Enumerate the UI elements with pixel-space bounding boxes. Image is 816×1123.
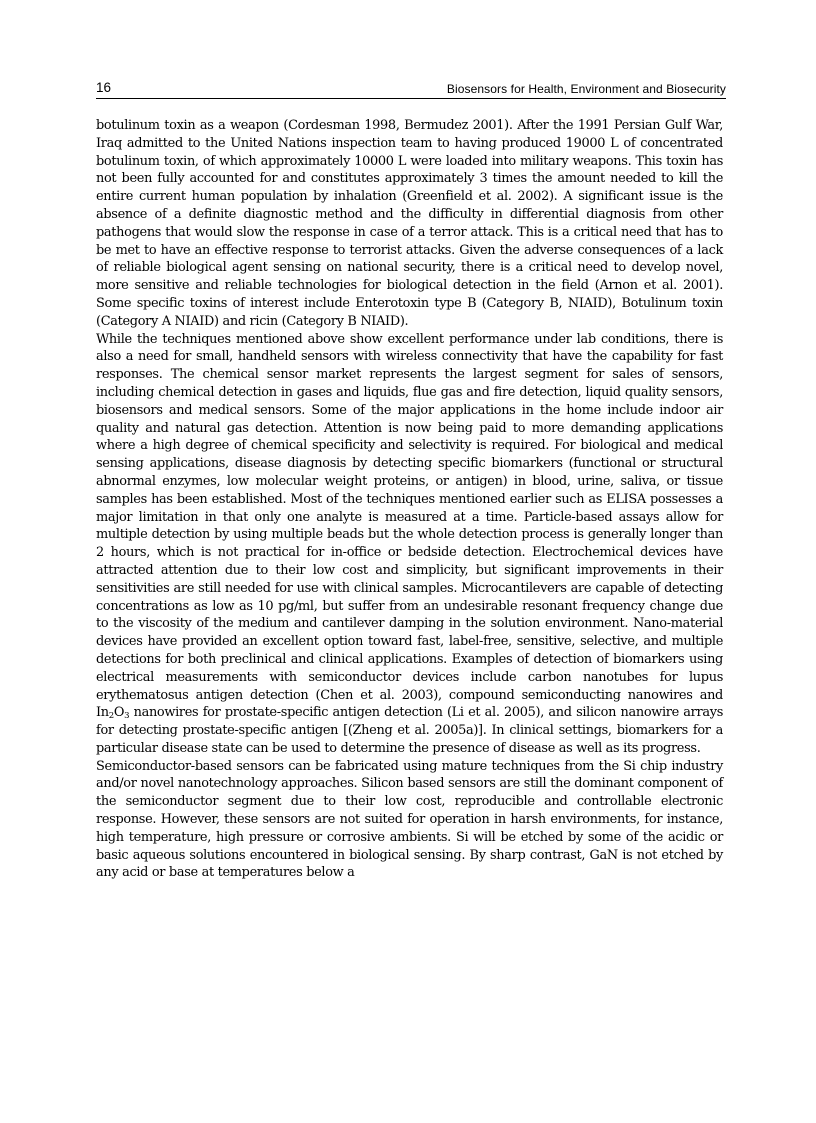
running-title: Biosensors for Health, Environment and Biosecurity: [446, 82, 726, 96]
paragraph-sensor-techniques-text-continued: nanowires for prostate-specific antigen detection (Li et al. 2005), and silicon nanowire arrays for detecting prostate-specific antigen [(Zheng et al. 2005a)]. In clinical settings, biomarkers for a particular disease state can be used to determine the presence of disease as well as its progress.: [96, 705, 723, 756]
page-number: 16: [96, 80, 112, 95]
formula-element-indium: In: [96, 705, 109, 721]
formula-element-oxygen: O: [113, 705, 125, 721]
paragraph-sensor-techniques: [96, 331, 723, 758]
page-header: [96, 80, 726, 99]
formula-indium-oxide: [96, 705, 129, 720]
paragraph-botulinum-toxin: botulinum toxin as a weapon (Cordesman 1998, Bermudez 2001). After the 1991 Persian Gulf War, Iraq admitted to the United Nations inspection team to having produced 19000 L of concentrated botulinum toxin, of which approximately 10000 L were loaded into military weapons. This toxin has not been fully accounted for and constitutes approximately 3 times the amount needed to kill the entire current human population by inhalation (Greenfield et al. 2002). A significant issue is the absence of a definite diagnostic method and the difficulty in differential diagnosis from other pathogens that would slow the response in case of a terror attack. This is a critical need that has to be met to have an effective response to terrorist attacks. Given the adverse consequences of a lack of reliable biological agent sensing on national security, there is a critical need to develop novel, more sensitive and reliable technologies for biological detection in the field (Arnon et al. 2001). Some specific toxins of interest include Enterotoxin type B (Category B, NIAID), Botulinum toxin (Category A NIAID) and ricin (Category B NIAID).: [96, 118, 723, 329]
formula-subscript-3: 3: [124, 711, 130, 722]
body-text: [96, 117, 723, 882]
paragraph-sensor-techniques-text: While the techniques mentioned above show excellent performance under lab conditions, there is also a need for small, handheld sensors with wireless connectivity that have the capability for fast responses. The chemical sensor market represents the largest segment for sales of sensors, including chemical detection in gases and liquids, flue gas and fire detection, liquid quality sensors, biosensors and medical sensors. Some of the major applications in the home include indoor air quality and natural gas detection. Attention is now being paid to more demanding applications where a high degree of chemical specificity and selectivity is required. For biological and medical sensing applications, disease diagnosis by detecting specific biomarkers (functional or structural abnormal enzymes, low molecular weight proteins, or antigen) in blood, urine, saliva, or tissue samples has been established. Most of the techniques mentioned earlier such as ELISA possesses a major limitation in that only one analyte is measured at a time. Particle-based assays allow for multiple detection by using multiple beads but the whole detection process is generally longer than 2 hours, which is not practical for in-office or bedside detection. Electrochemical devices have attracted attention due to their low cost and simplicity, but significant improvements in their sensitivities are still needed for use with clinical samples. Microcantilevers are capable of detecting concentrations as low as 10 pg/ml, but suffer from an undesirable resonant frequency change due to the viscosity of the medium and cantilever damping in the solution environment. Nano-material devices have provided an excellent option toward fast, label-free, sensitive, selective, and multiple detections for both preclinical and clinical applications. Examples of detection of biomarkers using electrical measurements with semiconductor devices include carbon nanotubes for lupus erythematosus antigen detection (Chen et al. 2003), compound semiconducting nanowires and: [96, 331, 723, 703]
formula-subscript-2: 2: [108, 711, 114, 722]
paragraph-semiconductor-sensors: Semiconductor-based sensors can be fabricated using mature techniques from the Si chip industry and/or novel nanotechnology approaches. Silicon based sensors are still the dominant component of the semiconductor segment due to their low cost, reproducible and controllable electronic response. However, these sensors are not suited for operation in harsh environments, for instance, high temperature, high pressure or corrosive ambients. Si will be etched by some of the acidic or basic aqueous solutions encountered in biological sensing. By sharp contrast, GaN is not etched by any acid or base at temperatures below a: [96, 758, 723, 881]
